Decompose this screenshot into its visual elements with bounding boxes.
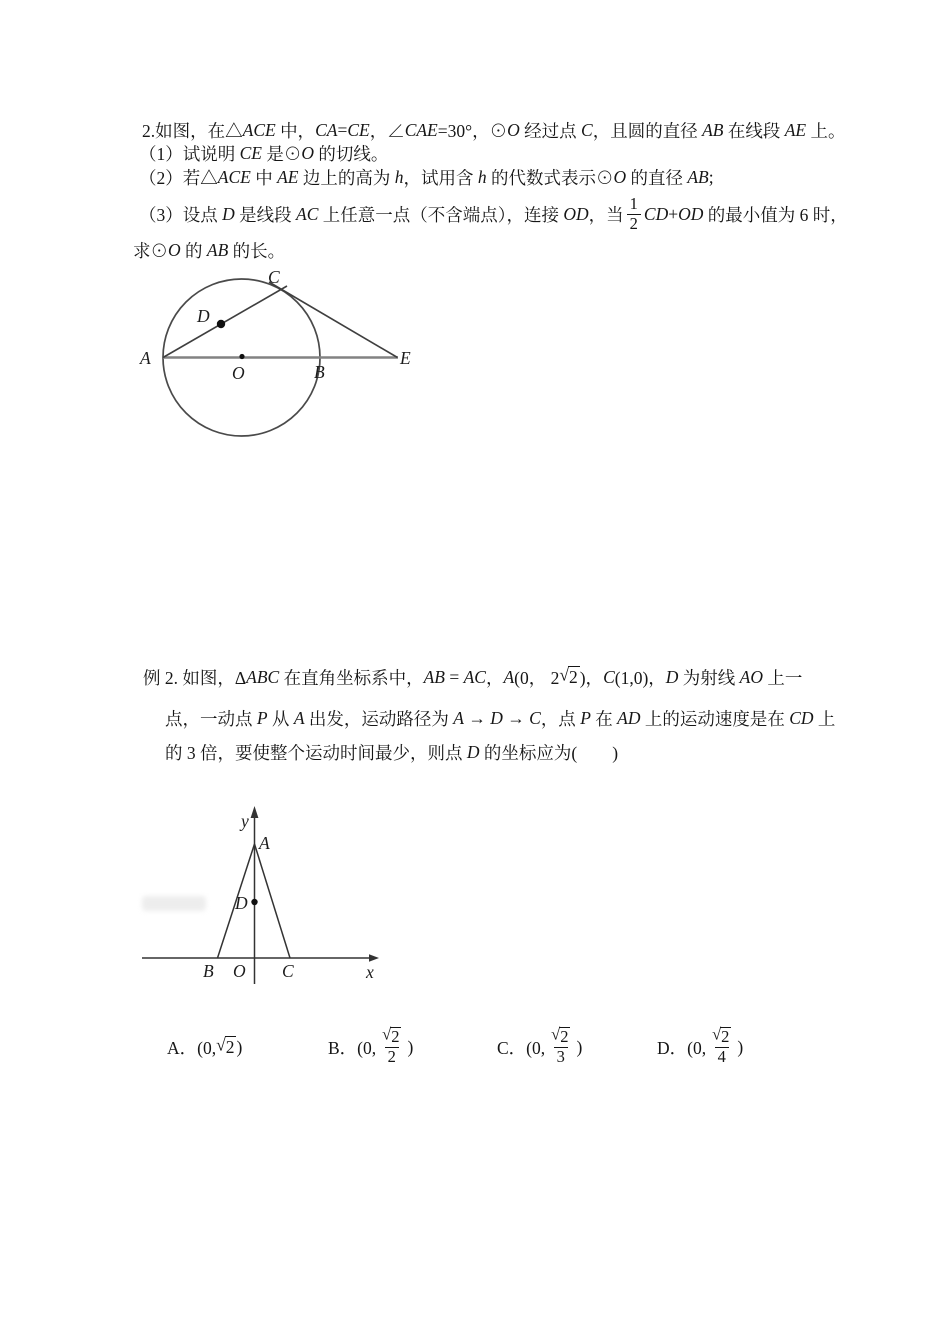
point-D-dot-fig2	[251, 899, 257, 905]
fig2-label-C: C	[282, 961, 294, 981]
fig2-label-x: x	[366, 962, 374, 982]
option-D: D．(0, √ 2 4 )	[657, 1024, 744, 1066]
fig2-label-B: B	[203, 961, 214, 981]
chord-AC	[163, 286, 287, 358]
point-D-dot	[217, 320, 225, 328]
fig2-label-A: A	[259, 833, 270, 853]
problem2-line-4: （3）设点 D 是线段 AC 上任意一点（不含端点），连接 OD ，当 $\frac{1}{2}$ CD + OD 的最小值为 6 时，	[139, 193, 848, 233]
y-axis-arrow-icon	[251, 806, 259, 818]
side-AC	[255, 844, 291, 958]
point-O-dot	[239, 354, 244, 359]
fig1-label-E: E	[400, 348, 411, 368]
circle-figure	[130, 258, 430, 453]
fig2-label-O: O	[233, 961, 246, 981]
option-A: A．(0, √ 2 )	[167, 1034, 243, 1058]
example2-line-3: 的 3 倍，要使整个运动时间最少，则点 D 的坐标应为( )	[165, 741, 619, 763]
x-axis-arrow-icon	[369, 954, 379, 962]
option-C: C．(0, √ 2 3 )	[497, 1024, 583, 1066]
fig1-label-D: D	[197, 306, 210, 326]
tangent-CE	[269, 282, 398, 358]
fig2-label-D: D	[235, 893, 248, 913]
example2-line-1: 例 2. 如图，Δ ABC 在直角坐标系中， AB = AC ， A (0， 2 √ 2 )， C (1,0)， D 为射线 AO 上一	[143, 664, 803, 688]
fig2-label-y: y	[241, 811, 249, 831]
example2-line-2: 点，一动点 P 从 A 出发，运动路径为 A → D → C ，点 P 在 AD 上的运动速度是在 CD 上	[165, 707, 836, 729]
fig1-label-A: A	[140, 348, 151, 368]
coordinate-figure	[135, 795, 395, 1000]
problem2-line-1: 2.如图，在△ ACE 中， CA = CE ，∠ CAE =30°，⊙ O 经过点 C ，且圆的直径 AB 在线段 AE 上。	[142, 119, 846, 141]
option-B: B．(0, √ 2 2 )	[328, 1024, 414, 1066]
problem2-line-5: 求⊙ O 的 AB 的长。	[133, 239, 286, 261]
fig1-label-C: C	[268, 267, 280, 287]
fig1-label-B: B	[314, 362, 325, 382]
problem2-line-3: （2）若△ ACE 中 AE 边上的高为 h ，试用含 h 的代数式表示⊙ O 的直径 AB ;	[139, 166, 714, 188]
problem2-line-2: （1）试说明 CE 是⊙ O 的切线。	[139, 142, 389, 164]
fig1-label-O: O	[232, 363, 245, 383]
